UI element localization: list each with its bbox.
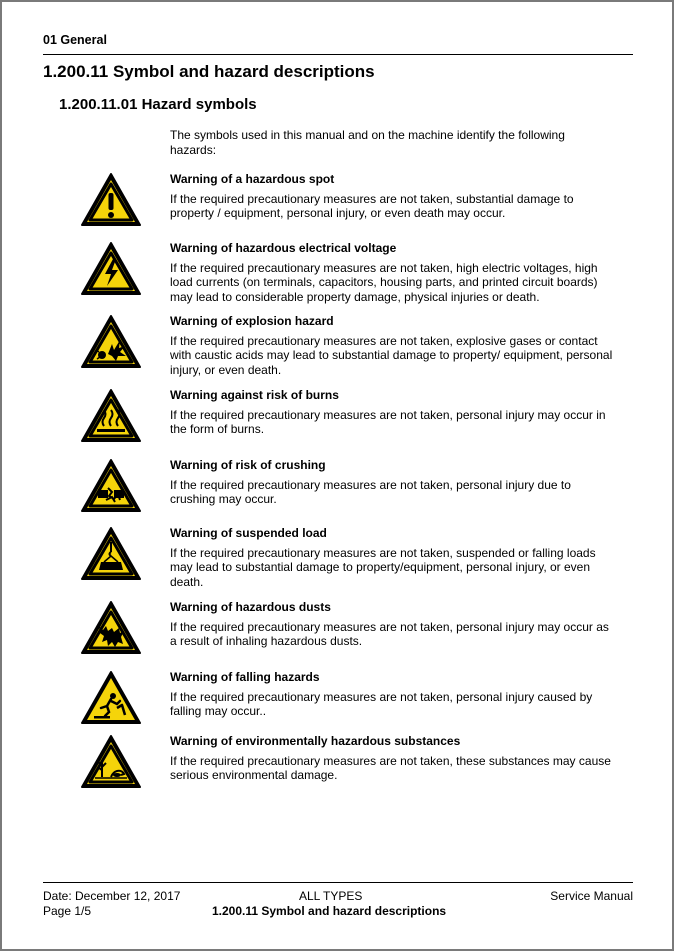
environmental-hazard-warning-icon	[80, 734, 142, 790]
explosion-warning-icon	[80, 314, 142, 370]
hazardous-dust-warning-icon	[80, 600, 142, 656]
falling-hazard-warning-icon	[80, 670, 142, 726]
section-subtitle: 1.200.11.01 Hazard symbols	[59, 96, 257, 113]
hazard-description: If the required precautionary measures are not taken, personal injury caused by falling may occur..	[170, 690, 593, 719]
hazard-description: If the required precautionary measures are not taken, suspended or falling loads may lead to substantial damage to property/equipment, personal injury, or even death.	[170, 546, 596, 589]
exclamation-warning-icon	[80, 172, 142, 228]
hazard-title: Warning against risk of burns	[170, 388, 339, 402]
hazard-title: Warning of explosion hazard	[170, 314, 334, 328]
page-title: 1.200.11 Symbol and hazard descriptions	[43, 62, 375, 81]
hazard-title: Warning of suspended load	[170, 526, 327, 540]
hazard-description: If the required precautionary measures are not taken, substantial damage to property / equipment, personal injury, or even death may occur.	[170, 192, 574, 221]
hazard-title: Warning of falling hazards	[170, 670, 320, 684]
footer-manual: Service Manual	[550, 889, 633, 903]
footer-title: 1.200.11 Symbol and hazard descriptions	[212, 904, 447, 918]
hazard-description: If the required precautionary measures are not taken, personal injury due to crushing may occur.	[170, 478, 571, 507]
hazard-description: If the required precautionary measures are not taken, these substances may cause serious environmental damage.	[170, 754, 611, 783]
footer-types: ALL TYPES	[299, 889, 363, 903]
intro-paragraph: The symbols used in this manual and on the machine identify the following hazards:	[170, 128, 565, 157]
electrical-voltage-warning-icon	[80, 241, 142, 297]
hazard-description: If the required precautionary measures are not taken, personal injury may occur as a result of inhaling hazardous dusts.	[170, 620, 609, 649]
hot-surface-warning-icon	[80, 388, 142, 444]
hazard-description: If the required precautionary measures are not taken, personal injury may occur in the form of burns.	[170, 408, 606, 437]
hazard-description: If the required precautionary measures are not taken, high electric voltages, high load currents (on terminals, capacitors, housing parts, and printed circuit boards) may lead to considerable property damage, physical injuries or death.	[170, 261, 598, 304]
hazard-description: If the required precautionary measures are not taken, explosive gases or contact with caustic acids may lead to substantial damage to property/ equipment, personal injury, or even death.	[170, 334, 613, 377]
hazard-title: Warning of hazardous dusts	[170, 600, 331, 614]
hazard-title: Warning of a hazardous spot	[170, 172, 335, 186]
hazard-title: Warning of risk of crushing	[170, 458, 326, 472]
section-label: 01 General	[43, 33, 107, 47]
footer-page-number: Page 1/5	[43, 904, 92, 918]
suspended-load-warning-icon	[80, 526, 142, 582]
footer-date: Date: December 12, 2017	[43, 889, 181, 903]
hazard-title: Warning of hazardous electrical voltage	[170, 241, 397, 255]
crushing-warning-icon	[80, 458, 142, 514]
footer-rule	[43, 882, 633, 883]
header-rule	[43, 54, 633, 55]
hazard-title: Warning of environmentally hazardous substances	[170, 734, 461, 748]
